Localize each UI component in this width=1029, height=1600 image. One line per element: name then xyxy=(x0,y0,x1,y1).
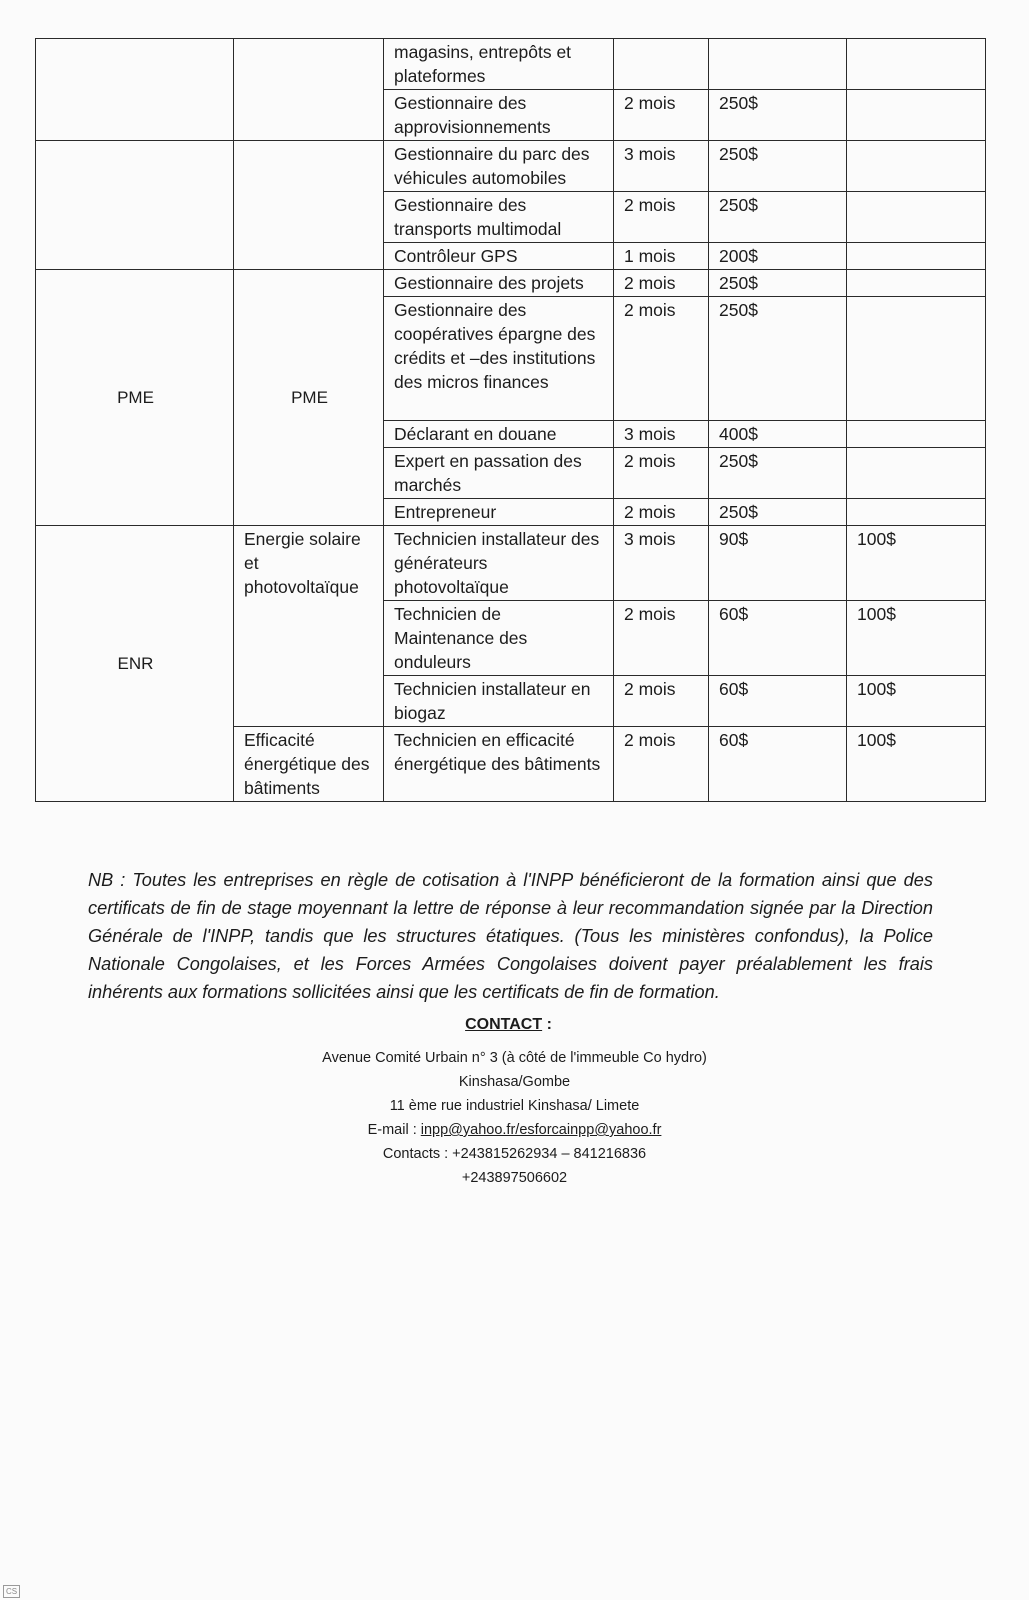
price-cell: 60$ xyxy=(709,727,847,802)
job-cell: Gestionnaire des projets xyxy=(384,270,614,297)
email-label: E-mail : xyxy=(367,1122,421,1138)
job-cell: Technicien installateur des générateurs photovoltaïque xyxy=(384,526,614,601)
table-row xyxy=(36,270,986,297)
duration-cell: 1 mois xyxy=(614,243,709,270)
duration-cell: 2 mois xyxy=(614,90,709,141)
contact-title xyxy=(0,1016,1023,1034)
extra-cell: 100$ xyxy=(847,601,986,676)
duration-cell: 2 mois xyxy=(614,601,709,676)
extra-cell xyxy=(847,270,986,297)
duration-cell: 2 mois xyxy=(614,270,709,297)
duration-cell: 2 mois xyxy=(614,676,709,727)
email-line xyxy=(0,1118,1029,1142)
extra-cell xyxy=(847,243,986,270)
sector-cell xyxy=(36,39,234,141)
duration-cell xyxy=(614,39,709,90)
sector-enr: ENR xyxy=(36,526,234,802)
price-cell: 400$ xyxy=(709,421,847,448)
price-cell: 90$ xyxy=(709,526,847,601)
job-cell: Gestionnaire des transports multimodal xyxy=(384,192,614,243)
price-cell: 250$ xyxy=(709,192,847,243)
job-cell: Contrôleur GPS xyxy=(384,243,614,270)
job-cell: Technicien en efficacité énergétique des bâtiments xyxy=(384,727,614,802)
extra-cell: 100$ xyxy=(847,526,986,601)
contact-title-text: CONTACT xyxy=(465,1016,543,1033)
contact-block xyxy=(0,1016,1029,1190)
subsector-efficiency: Efficacité énergétique des bâtiments xyxy=(234,727,384,802)
price-cell: 250$ xyxy=(709,270,847,297)
job-cell: Expert en passation des marchés xyxy=(384,448,614,499)
price-cell: 250$ xyxy=(709,90,847,141)
extra-cell xyxy=(847,192,986,243)
subsector-cell xyxy=(234,141,384,270)
address-line-3-text: rue industriel Kinshasa/ Limete xyxy=(436,1098,640,1114)
duration-cell: 2 mois xyxy=(614,727,709,802)
address-line-2: Kinshasa/Gombe xyxy=(458,1074,571,1090)
job-cell: Technicien de Maintenance des onduleurs xyxy=(384,601,614,676)
job-cell: Déclarant en douane xyxy=(384,421,614,448)
price-cell: 250$ xyxy=(709,499,847,526)
subsector-pme: PME xyxy=(234,270,384,526)
job-cell: Technicien installateur en biogaz xyxy=(384,676,614,727)
email-link[interactable]: inpp@yahoo.fr/esforcainpp@yahoo.fr xyxy=(420,1122,662,1138)
sector-pme: PME xyxy=(36,270,234,526)
price-cell: 60$ xyxy=(709,601,847,676)
duration-cell: 3 mois xyxy=(614,141,709,192)
duration-cell: 3 mois xyxy=(614,526,709,601)
extra-cell xyxy=(847,39,986,90)
training-table xyxy=(35,38,986,802)
price-cell: 60$ xyxy=(709,676,847,727)
extra-cell xyxy=(847,421,986,448)
subsector-solar: Energie solaire et photovoltaïque xyxy=(234,526,384,727)
table-row xyxy=(36,526,986,601)
job-cell: Entrepreneur xyxy=(384,499,614,526)
duration-cell: 2 mois xyxy=(614,192,709,243)
table-row xyxy=(36,141,986,192)
price-cell: 250$ xyxy=(709,448,847,499)
address-line-1: Avenue Comité Urbain n° 3 (à côté de l'immeuble Co hydro) xyxy=(322,1050,707,1066)
duration-cell: 3 mois xyxy=(614,421,709,448)
address-line-3 xyxy=(0,1094,1029,1118)
phone-line-1: Contacts : +243815262934 – 841216836 xyxy=(382,1146,647,1162)
job-cell: Gestionnaire des coopératives épargne des crédits et –des institutions des micros finances xyxy=(384,297,614,421)
sector-cell xyxy=(36,141,234,270)
extra-cell: 100$ xyxy=(847,727,986,802)
table-row xyxy=(36,39,986,90)
phone-line-2: +243897506602 xyxy=(461,1170,568,1186)
extra-cell xyxy=(847,499,986,526)
duration-cell: 2 mois xyxy=(614,499,709,526)
extra-cell xyxy=(847,141,986,192)
extra-cell xyxy=(847,90,986,141)
price-cell xyxy=(709,39,847,90)
price-cell: 250$ xyxy=(709,297,847,421)
job-cell: Gestionnaire des approvisionnements xyxy=(384,90,614,141)
scanner-logo: CS xyxy=(3,1585,20,1598)
note-paragraph: NB : Toutes les entreprises en règle de cotisation à l'INPP bénéficieront de la formation ainsi que des certificats de fin de stage moyennant la lettre de réponse à leur recommandation signée par la Direction Générale de l'INPP, tandis que les structures étatiques. (Tous les ministères confondus), la Police Nationale Congolaises, et les Forces Armées Congolaises doivent payer préalablement les frais inhérents aux formations sollicitées ainsi que les certificats de fin de formation. xyxy=(88,870,933,1003)
extra-cell xyxy=(847,448,986,499)
address-line-3-sup: 11 ème xyxy=(389,1098,437,1114)
price-cell: 250$ xyxy=(709,141,847,192)
job-cell: Gestionnaire du parc des véhicules automobiles xyxy=(384,141,614,192)
subsector-cell xyxy=(234,39,384,141)
price-cell: 200$ xyxy=(709,243,847,270)
extra-cell: 100$ xyxy=(847,676,986,727)
duration-cell: 2 mois xyxy=(614,448,709,499)
duration-cell: 2 mois xyxy=(614,297,709,421)
contact-title-suffix: : xyxy=(542,1016,552,1033)
extra-cell xyxy=(847,297,986,421)
job-cell: magasins, entrepôts et plateformes xyxy=(384,39,614,90)
